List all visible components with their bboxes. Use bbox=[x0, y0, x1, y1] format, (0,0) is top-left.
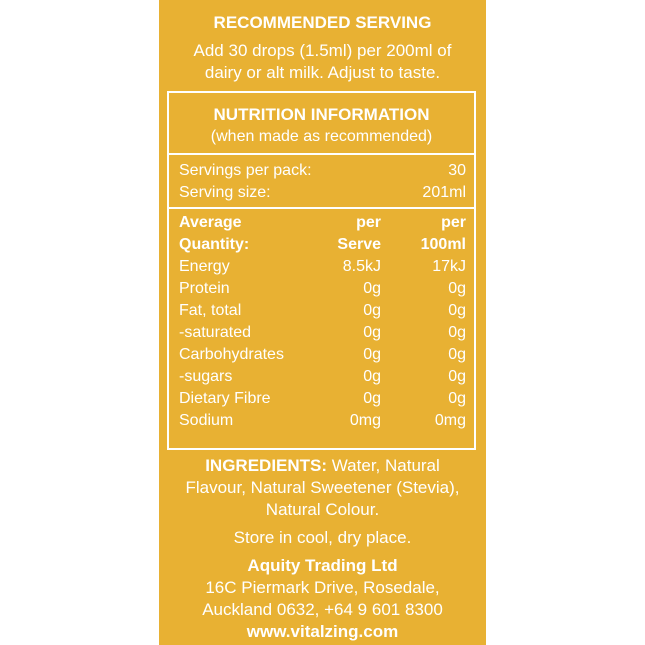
serving-size-row bbox=[179, 182, 466, 204]
nutrient-name: Protein bbox=[179, 280, 230, 297]
nutrient-row-energy bbox=[179, 256, 466, 278]
storage-instruction: Store in cool, dry place. bbox=[233, 528, 412, 547]
serving-size-label: Serving size: bbox=[179, 184, 271, 201]
nutrient-per-100ml: 17kJ bbox=[432, 258, 466, 275]
divider bbox=[169, 207, 474, 209]
company-address-line-2: Auckland 0632, +64 9 601 8300 bbox=[202, 600, 443, 619]
nutrient-per-100ml: 0g bbox=[448, 368, 466, 385]
nutrient-row-saturated bbox=[179, 322, 466, 344]
nutrient-name: Dietary Fibre bbox=[179, 390, 271, 407]
ingredients-line-1 bbox=[159, 455, 486, 477]
nutrient-row-sodium bbox=[179, 410, 466, 432]
nutrient-per-serve: 8.5kJ bbox=[342, 258, 381, 275]
nutrient-per-100ml: 0g bbox=[448, 390, 466, 407]
recommended-serving-line-2: dairy or alt milk. Adjust to taste. bbox=[204, 63, 441, 82]
servings-per-pack-row bbox=[179, 160, 466, 182]
nutrition-information-box bbox=[167, 91, 476, 450]
nutrition-heading: NUTRITION INFORMATION bbox=[213, 105, 430, 124]
servings-per-pack-label: Servings per pack: bbox=[179, 162, 312, 179]
nutrient-row-protein bbox=[179, 278, 466, 300]
header-per-100ml-2: 100ml bbox=[420, 236, 466, 253]
nutrient-per-100ml: 0g bbox=[448, 324, 466, 341]
ingredients-heading: INGREDIENTS: bbox=[205, 456, 328, 475]
nutrient-row-fat-total bbox=[179, 300, 466, 322]
nutrient-name: Sodium bbox=[179, 412, 234, 429]
nutrient-per-serve: 0g bbox=[363, 280, 381, 297]
nutrient-row-dietary-fibre bbox=[179, 388, 466, 410]
company-website: www.vitalzing.com bbox=[246, 622, 399, 641]
nutrient-per-serve: 0g bbox=[363, 346, 381, 363]
nutrition-header-row-2 bbox=[179, 234, 466, 256]
nutrient-per-serve: 0g bbox=[363, 302, 381, 319]
header-quantity: Quantity: bbox=[179, 236, 250, 253]
ingredients-line-2: Flavour, Natural Sweetener (Stevia), bbox=[185, 478, 460, 497]
servings-per-pack-value: 30 bbox=[448, 162, 466, 179]
nutrient-per-100ml: 0mg bbox=[434, 412, 466, 429]
header-per-serve-1: per bbox=[356, 214, 381, 231]
serving-size-value: 201ml bbox=[422, 184, 466, 201]
header-per-100ml-1: per bbox=[441, 214, 466, 231]
nutrient-per-serve: 0g bbox=[363, 324, 381, 341]
divider bbox=[169, 153, 474, 155]
company-address-line-1: 16C Piermark Drive, Rosedale, bbox=[205, 578, 440, 597]
nutrient-row-carbohydrates bbox=[179, 344, 466, 366]
nutrient-name: Carbohydrates bbox=[179, 346, 284, 363]
header-average: Average bbox=[179, 214, 242, 231]
header-per-serve-2: Serve bbox=[337, 236, 381, 253]
nutrition-label-panel bbox=[159, 0, 486, 645]
nutrient-name: -sugars bbox=[179, 368, 233, 385]
nutrient-name: Fat, total bbox=[179, 302, 242, 319]
nutrition-header-row-1 bbox=[179, 212, 466, 234]
nutrient-per-100ml: 0g bbox=[448, 280, 466, 297]
nutrient-per-100ml: 0g bbox=[448, 346, 466, 363]
nutrient-per-serve: 0g bbox=[363, 368, 381, 385]
company-name: Aquity Trading Ltd bbox=[247, 556, 398, 575]
ingredients-line-3: Natural Colour. bbox=[265, 500, 380, 519]
nutrient-name: -saturated bbox=[179, 324, 252, 341]
recommended-serving-heading: RECOMMENDED SERVING bbox=[213, 13, 432, 32]
nutrient-name: Energy bbox=[179, 258, 230, 275]
nutrient-per-serve: 0mg bbox=[349, 412, 381, 429]
nutrient-per-100ml: 0g bbox=[448, 302, 466, 319]
nutrition-subheading: (when made as recommended) bbox=[210, 128, 433, 145]
ingredients-text-1: Water, Natural bbox=[327, 456, 440, 475]
recommended-serving-line-1: Add 30 drops (1.5ml) per 200ml of bbox=[193, 41, 452, 60]
nutrient-per-serve: 0g bbox=[363, 390, 381, 407]
nutrient-row-sugars bbox=[179, 366, 466, 388]
